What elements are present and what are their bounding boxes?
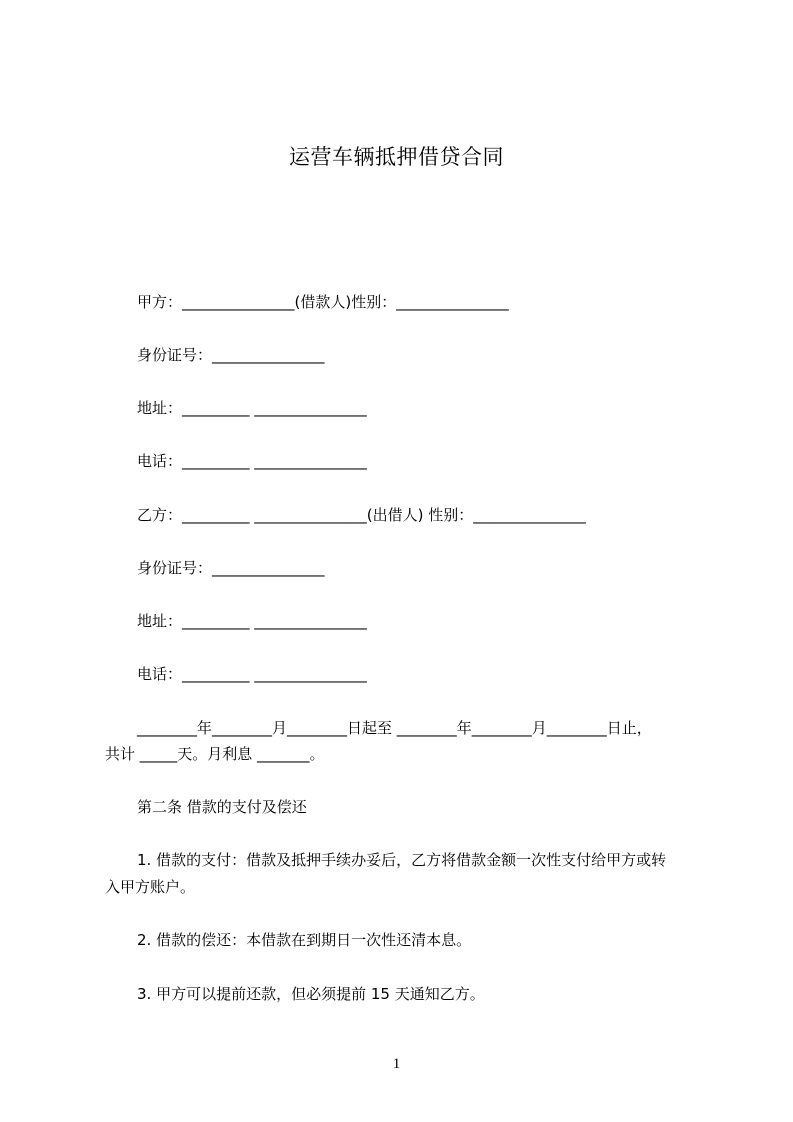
clause-1-line-2: 入甲方账户。	[105, 878, 196, 896]
article-two-heading: 第二条 借款的支付及偿还	[137, 798, 307, 816]
loan-days-interest-line: 共计 _____天。月利息 _______。	[105, 745, 325, 763]
clause-2: 2. 借款的偿还：本借款在到期日一次性还清本息。	[137, 931, 472, 949]
party-a-address-line: 地址：_________ _______________	[137, 399, 367, 417]
page-number: 1	[392, 1056, 401, 1072]
document-title: 运营车辆抵押借贷合同	[289, 145, 504, 169]
party-a-id-line: 身份证号：_______________	[137, 346, 325, 364]
clause-3: 3. 甲方可以提前还款，但必须提前 15 天通知乙方。	[137, 985, 485, 1003]
party-b-id-line: 身份证号：_______________	[137, 559, 325, 577]
party-b-phone-line: 电话：_________ _______________	[137, 665, 367, 683]
party-b-name-line: 乙方：_________ _______________(出借人) 性别：_______________	[137, 506, 586, 524]
party-a-name-line: 甲方：_______________(借款人)性别：_______________	[137, 293, 509, 311]
party-a-phone-line: 电话：_________ _______________	[137, 452, 367, 470]
party-b-address-line: 地址：_________ _______________	[137, 612, 367, 630]
clause-1-line-1: 1. 借款的支付：借款及抵押手续办妥后，乙方将借款金额一次性支付给甲方或转	[137, 851, 667, 869]
loan-period-line: ________年________月________日起至 ________年________月________日止，	[137, 719, 652, 737]
